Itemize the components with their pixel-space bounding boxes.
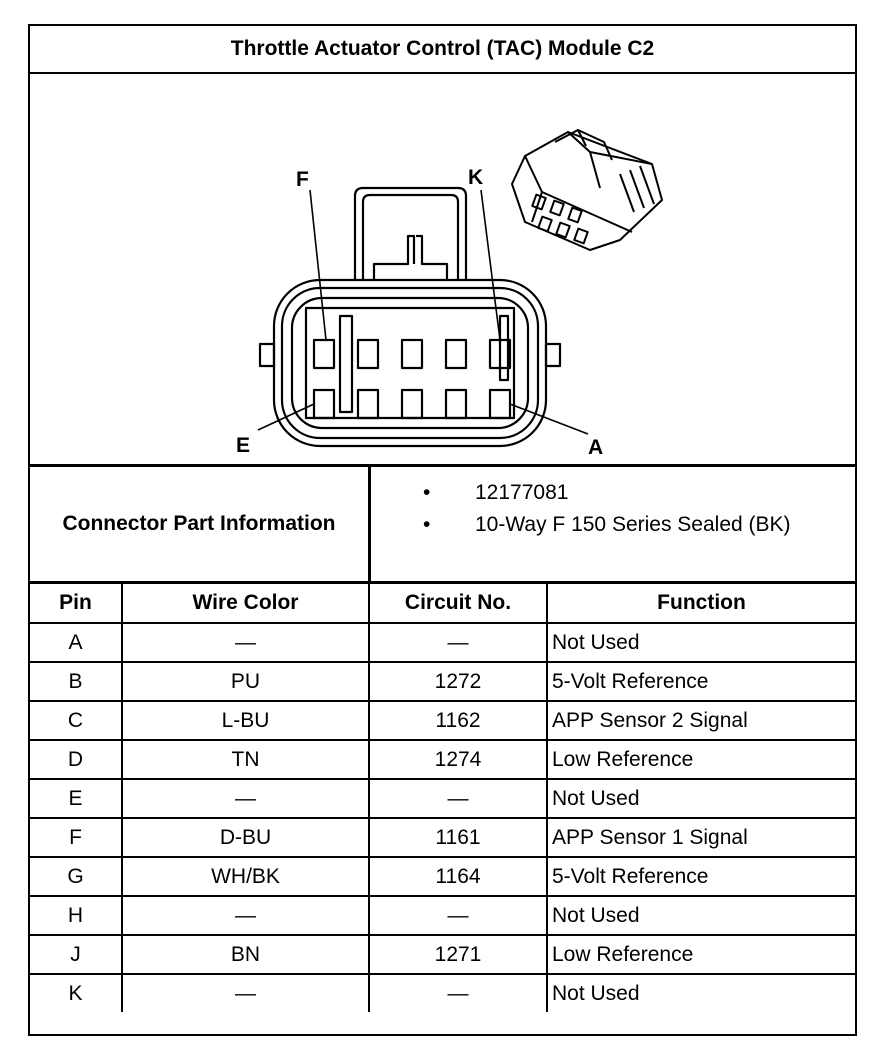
connector-part-info-label: Connector Part Information xyxy=(30,467,371,581)
table-row xyxy=(30,662,855,701)
function-cell: 5-Volt Reference xyxy=(547,857,855,896)
connector-part-list xyxy=(371,467,855,581)
table-row xyxy=(30,974,855,1012)
list-item xyxy=(371,513,855,543)
header-function: Function xyxy=(547,584,855,623)
circuit-no-cell: 1271 xyxy=(369,935,547,974)
table-row xyxy=(30,857,855,896)
wire-color-cell: BN xyxy=(122,935,369,974)
wire-color-cell: D-BU xyxy=(122,818,369,857)
function-cell: Not Used xyxy=(547,623,855,662)
circuit-no-cell: — xyxy=(369,896,547,935)
circuit-no-cell: 1272 xyxy=(369,662,547,701)
pin-cell: G xyxy=(30,857,122,896)
pinout-table xyxy=(30,584,855,1012)
table-row xyxy=(30,896,855,935)
header-circuit-no: Circuit No. xyxy=(369,584,547,623)
function-cell: Not Used xyxy=(547,896,855,935)
circuit-no-cell: 1161 xyxy=(369,818,547,857)
pin-cell: D xyxy=(30,740,122,779)
connector-drawing xyxy=(30,72,855,464)
table-row xyxy=(30,701,855,740)
pin-cell: K xyxy=(30,974,122,1012)
circuit-no-cell: 1164 xyxy=(369,857,547,896)
pin-label-a: A xyxy=(588,436,604,459)
wire-color-cell: PU xyxy=(122,662,369,701)
function-cell: Low Reference xyxy=(547,740,855,779)
pin-cell: C xyxy=(30,701,122,740)
wire-color-cell: — xyxy=(122,779,369,818)
bullet-icon: • xyxy=(423,481,431,504)
function-cell: Not Used xyxy=(547,779,855,818)
circuit-no-cell: 1274 xyxy=(369,740,547,779)
header-pin: Pin xyxy=(30,584,122,623)
header-wire-color: Wire Color xyxy=(122,584,369,623)
wire-color-cell: — xyxy=(122,623,369,662)
pin-cell: J xyxy=(30,935,122,974)
function-cell: APP Sensor 1 Signal xyxy=(547,818,855,857)
list-item xyxy=(371,481,855,511)
pin-cell: B xyxy=(30,662,122,701)
connector-sheet xyxy=(28,24,857,1036)
pin-label-f: F xyxy=(296,168,309,191)
pin-label-e: E xyxy=(236,434,251,457)
wire-color-cell: — xyxy=(122,896,369,935)
circuit-no-cell: — xyxy=(369,779,547,818)
circuit-no-cell: — xyxy=(369,974,547,1012)
bullet-icon: • xyxy=(423,513,431,536)
circuit-no-cell: — xyxy=(369,623,547,662)
pin-label-k: K xyxy=(468,166,484,189)
table-row xyxy=(30,779,855,818)
function-cell: Low Reference xyxy=(547,935,855,974)
table-row xyxy=(30,935,855,974)
connector-part-info xyxy=(30,467,855,584)
connector-description: 10-Way F 150 Series Sealed (BK) xyxy=(475,513,791,536)
function-cell: 5-Volt Reference xyxy=(547,662,855,701)
table-row xyxy=(30,818,855,857)
table-header-row xyxy=(30,584,855,623)
pin-cell: A xyxy=(30,623,122,662)
pin-cell: F xyxy=(30,818,122,857)
circuit-no-cell: 1162 xyxy=(369,701,547,740)
wire-color-cell: WH/BK xyxy=(122,857,369,896)
table-row xyxy=(30,740,855,779)
wire-color-cell: L-BU xyxy=(122,701,369,740)
wire-color-cell: TN xyxy=(122,740,369,779)
connector-diagram xyxy=(30,72,855,467)
part-number: 12177081 xyxy=(475,481,569,504)
pin-cell: E xyxy=(30,779,122,818)
function-cell: Not Used xyxy=(547,974,855,1012)
page-title: Throttle Actuator Control (TAC) Module C2 xyxy=(30,26,855,74)
function-cell: APP Sensor 2 Signal xyxy=(547,701,855,740)
pin-cell: H xyxy=(30,896,122,935)
table-row xyxy=(30,623,855,662)
wire-color-cell: — xyxy=(122,974,369,1012)
